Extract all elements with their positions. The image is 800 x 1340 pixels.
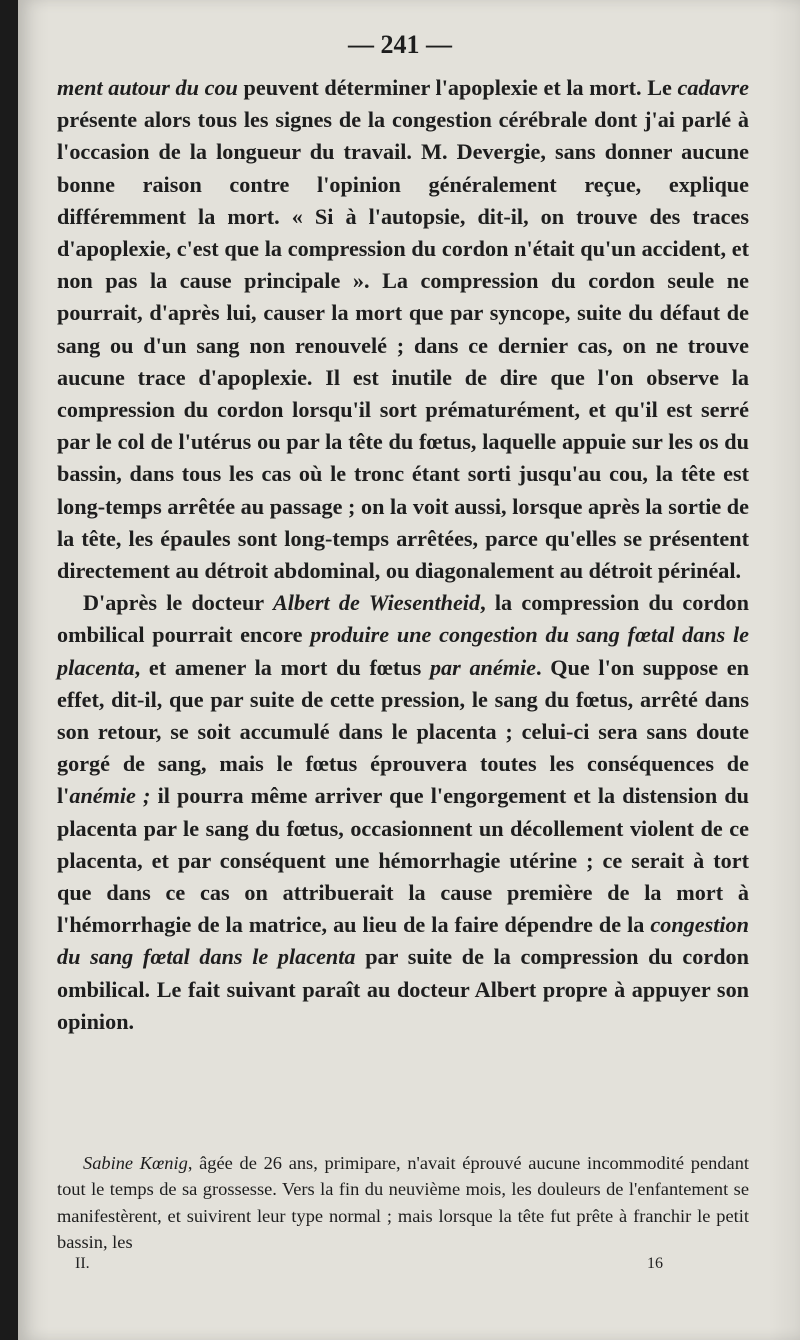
- italic-phrase: produire une congestion du sang fœtal dans le placenta: [57, 622, 749, 680]
- page-footer: [75, 1255, 675, 1273]
- body-text: , la compression du cordon ombilical pourrait encore: [57, 590, 749, 648]
- body-text: D'après le docteur: [83, 590, 273, 616]
- patient-name: Sabine Kœnig: [83, 1153, 188, 1173]
- main-text: [57, 72, 749, 1038]
- italic-phrase: ment autour du cou: [57, 75, 238, 100]
- body-text: il pourra même arriver que l'engorgement et la distension du placenta par le sang du fœtus, occasionnent un décollement violent de ce placenta, et par conséquent une hémorrhagie utérine ; ce serait à tort que dans ce cas on attribuerait la cause première de la mort à l'hémorrhagie de la matrice, au lieu de la faire dépendre de la: [57, 783, 749, 938]
- body-text: peuvent déterminer l'apoplexie et la mort. Le: [237, 75, 678, 100]
- page-number: — 241 —: [348, 30, 452, 59]
- paragraph: [57, 587, 749, 1038]
- italic-phrase: anémie ;: [69, 783, 151, 809]
- volume-number: II.: [75, 1255, 90, 1272]
- body-text: , et amener la mort du fœtus: [134, 654, 430, 680]
- body-text: par suite de la compression du cordon ombilical. Le fait suivant paraît au docteur Albert propre à appuyer son opinion.: [57, 944, 749, 1034]
- italic-phrase: cadavre: [677, 75, 749, 100]
- body-text: , âgée de 26 ans, primipare, n'avait éprouvé aucune incommodité pendant tout le temps de sa grossesse. Vers la fin du neuvième mois, les douleurs de l'enfantement se manifestèrent, et suivirent leur type normal ; mais lorsque la tête fut prête à franchir le petit bassin, les: [57, 1153, 749, 1252]
- italic-phrase: congestion du sang fœtal dans le placenta: [57, 912, 749, 970]
- italic-phrase: par anémie: [429, 654, 537, 680]
- italic-phrase: Albert de Wiesentheid: [272, 590, 481, 616]
- paragraph: [57, 1150, 749, 1255]
- case-report: [57, 1150, 749, 1255]
- body-text: . Que l'on suppose en effet, dit-il, que par suite de cette pression, le sang du fœtus, arrêté dans son retour, se soit accumulé dans le placenta ; celui-ci sera sans doute gorgé de sang, mais le fœtus éprouvera toutes les conséquences de l': [57, 654, 749, 809]
- body-text: présente alors tous les signes de la congestion cérébrale dont j'ai parlé à l'occasion de la longueur du travail. M. Devergie, sans donner aucune bonne raison contre l'opinion généralement reçue, explique différemment la mort. « Si à l'autopsie, dit-il, on trouve des traces d'apoplexie, c'est que la compression du cordon n'était qu'un accident, et non pas la cause principale ». La compression du cordon seule ne pourrait, d'après lui, causer la mort que par syncope, suite du défaut de sang ou d'un sang non renouvelé ; dans ce dernier cas, on ne trouve aucune trace d'apoplexie. Il est inutile de dire que l'on observe la compression du cordon lorsqu'il sort prématurément, et qu'il est serré par le col de l'utérus ou par la tête du fœtus, laquelle appuie sur les os du bassin, dans tous les cas où le tronc étant sorti jusqu'au cou, la tête est long-temps arrêtée au passage ; on la voit aussi, lorsque après la sortie de la tête, les épaules sont long-temps arrêtées, parce qu'elles se présentent directement au détroit abdominal, ou diagonalement au détroit périnéal.: [57, 107, 749, 584]
- paragraph: [57, 72, 749, 587]
- signature-mark: 16: [647, 1255, 663, 1272]
